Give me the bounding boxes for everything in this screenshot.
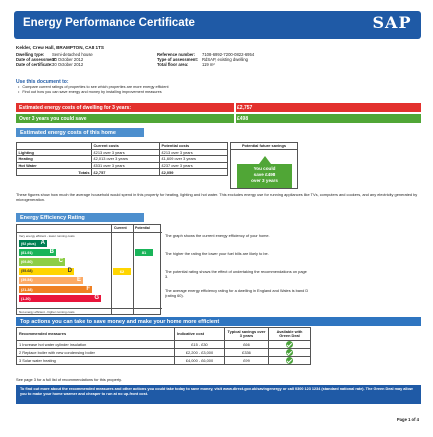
rating-band-letter: D (67, 267, 72, 274)
measure-savings: £99 (225, 357, 269, 365)
rating-band-letter: G (94, 295, 99, 302)
measure-name: Replace boiler with new condensing boiler (22, 350, 95, 355)
rating-note: The average energy efficiency rating for a dwelling in England and Wales is band D (rating 60). (165, 288, 309, 298)
reference-label: Reference number: (157, 52, 196, 57)
assessment-type-label: Type of assessment: (157, 57, 199, 63)
rating-band-letter: F (86, 286, 90, 292)
dwelling-type-value: Semi-detached house (52, 52, 93, 57)
total-potential: £2,059 (160, 169, 228, 176)
assessment-type-value: RdSAP, existing dwelling (202, 57, 249, 63)
floor-area-label: Total floor area: (157, 62, 189, 68)
measure-savings: £336 (225, 349, 269, 357)
rating-band-letter: B (49, 249, 54, 256)
cost-row-potential: £237 over 3 years (160, 162, 228, 169)
savings-bar (16, 114, 421, 123)
rating-note: The graph shows the current energy efficiency of your home. (165, 233, 270, 238)
savings-value: £498 (237, 115, 249, 122)
rating-band-range: (55-68) (21, 269, 33, 274)
cost-row-current: £2,013 over 3 years (92, 156, 160, 163)
estimated-cost-value: £2,757 (237, 104, 253, 111)
measure-name: Increase hot water cylinder insulation (22, 342, 87, 347)
use-document-item: • Compare current ratings of properties to see which properties are more energy efficient (18, 85, 169, 90)
costs-section-title: Estimated energy costs of this home (16, 128, 144, 137)
table-row (17, 162, 228, 169)
rating-band-range: (69-80) (21, 259, 33, 264)
future-savings-line: You could (253, 166, 276, 171)
rating-band-range: (92 plus) (21, 241, 36, 246)
rating-note: The potential rating shows the effect of undertaking the recommendations on page 3. (165, 269, 307, 279)
estimated-cost-label: Estimated energy costs of dwelling for 3 years: (19, 104, 131, 111)
rating-band-e (19, 277, 83, 284)
sap-logo-text: SAP (372, 13, 412, 32)
rating-band-b (19, 249, 56, 256)
estimated-cost-bar (16, 103, 421, 112)
measures-header-cost: Indicative cost (175, 328, 225, 341)
assessment-date-value: 30 October 2012 (52, 57, 84, 63)
measure-number: 3 (19, 358, 22, 363)
rating-band-letter: E (76, 276, 81, 283)
floor-area-value: 119 m² (202, 62, 215, 68)
more-info-box: To find out more about the recommended measures and other actions you could take today to save money, visit www.direct.gov.uk/savingenergy or call 0300 123 1234 (standard national rate). The Green Deal may allow you to make your home warmer and cheaper to run at no up-front cost. (16, 385, 421, 404)
recommended-measures-table (16, 327, 311, 365)
potential-rating-value: 81 (141, 250, 147, 256)
current-rating-marker (113, 268, 131, 275)
current-rating-value: 62 (119, 268, 125, 274)
measure-name: Solar water heating (22, 358, 56, 363)
measure-cost: £15 - £30 (175, 341, 225, 349)
rating-top-caption: Very energy efficient - lower running costs (19, 234, 75, 238)
measures-header-measure: Recommended measures (17, 328, 175, 341)
rating-band-letter: A (40, 240, 45, 246)
cost-row-name: Lighting (17, 149, 92, 156)
cost-row-name: Heating (17, 156, 92, 163)
savings-label: Over 3 years you could save (19, 115, 87, 122)
dwelling-type-label: Dwelling type: (16, 52, 45, 57)
rating-band-a (19, 240, 47, 247)
table-row (17, 357, 311, 365)
total-current: £2,757 (92, 169, 160, 176)
measures-header-green-deal: Available with Green Deal (269, 328, 311, 341)
table-row (17, 169, 228, 176)
rating-col-potential: Potential (135, 226, 150, 230)
use-document-list (18, 85, 169, 95)
measure-number: 1 (19, 342, 22, 347)
future-savings-line: over 3 years (251, 178, 278, 184)
check-icon (286, 357, 293, 364)
actions-section-title: Top actions you can take to save money and make your home more efficient (16, 317, 421, 326)
measure-cost: £4,000 - £6,000 (175, 357, 225, 365)
cost-row-current: £531 over 3 years (92, 162, 160, 169)
costs-header-current: Current costs (92, 143, 160, 150)
use-document-item: • Find out how you can save energy and money by installing improvement measures (18, 90, 169, 95)
rating-note: The higher the rating the lower your fuel bills are likely to be. (165, 251, 269, 256)
future-savings-box (237, 164, 292, 188)
rating-band-letter: C (58, 258, 63, 265)
costs-header-potential: Potential costs (160, 143, 228, 150)
table-row (17, 156, 228, 163)
rating-band-range: (1-20) (21, 296, 31, 301)
totals-label: Totals (17, 169, 92, 176)
use-document-title: Use this document to: (16, 79, 69, 85)
cost-row-current: £213 over 3 years (92, 149, 160, 156)
rating-section-title: Energy Efficiency Rating (16, 213, 144, 222)
costs-header-blank (17, 143, 92, 150)
check-icon (286, 349, 293, 356)
rating-band-g (19, 295, 101, 302)
measure-cost: £2,200 - £3,000 (175, 349, 225, 357)
costs-note: These figures show how much the average household would spend in this property for heating, lighting and hot water. This excludes energy use for running appliances like TVs, computers and cookers, and any electricity generated by microgeneration. (16, 192, 418, 202)
efficiency-rating-chart (16, 224, 161, 315)
energy-costs-table (16, 142, 228, 176)
table-row (17, 341, 311, 349)
up-arrow-icon (259, 156, 271, 164)
rating-bottom-caption: Not energy efficient - higher running costs (19, 310, 75, 314)
reference-value: 7108-6992-7200-0822-6954 (202, 52, 255, 57)
table-row (17, 349, 311, 357)
measure-savings: £66 (225, 341, 269, 349)
measures-note: See page 3 for a full list of recommendations for this property. (16, 377, 122, 382)
table-row (17, 149, 228, 156)
check-icon (286, 341, 293, 348)
measures-header-savings: Typical savings over 3 years (225, 328, 269, 341)
measure-number: 2 (19, 350, 22, 355)
potential-rating-marker (135, 249, 153, 256)
rating-band-range: (39-54) (21, 278, 33, 283)
rating-band-range: (81-91) (21, 250, 33, 255)
future-savings-panel (230, 142, 298, 189)
sap-logo (370, 12, 414, 38)
cost-row-potential: £213 over 3 years (160, 149, 228, 156)
rating-col-current: Current (114, 226, 127, 230)
assessment-date-label: Date of assessment: (16, 57, 57, 63)
rating-band-d (19, 268, 74, 275)
future-savings-line: save £498 (253, 172, 276, 178)
certificate-date-label: Date of certificate: (16, 62, 53, 68)
certificate-title: Energy Performance Certificate (23, 17, 195, 29)
rating-band-range: (21-38) (21, 287, 33, 292)
certificate-date-value: 30 October 2012 (52, 62, 84, 68)
rating-band-c (19, 258, 65, 265)
page-number: Page 1 of 4 (396, 417, 419, 422)
future-savings-header: Potential future savings (231, 143, 297, 150)
cost-row-name: Hot Water (17, 162, 92, 169)
rating-band-f (19, 286, 92, 293)
property-address: Kelder, Crew Hall, BRAMPTON, CA8 1TS (16, 45, 104, 50)
cost-row-potential: £1,609 over 3 years (160, 156, 228, 163)
certificate-header (14, 11, 421, 39)
